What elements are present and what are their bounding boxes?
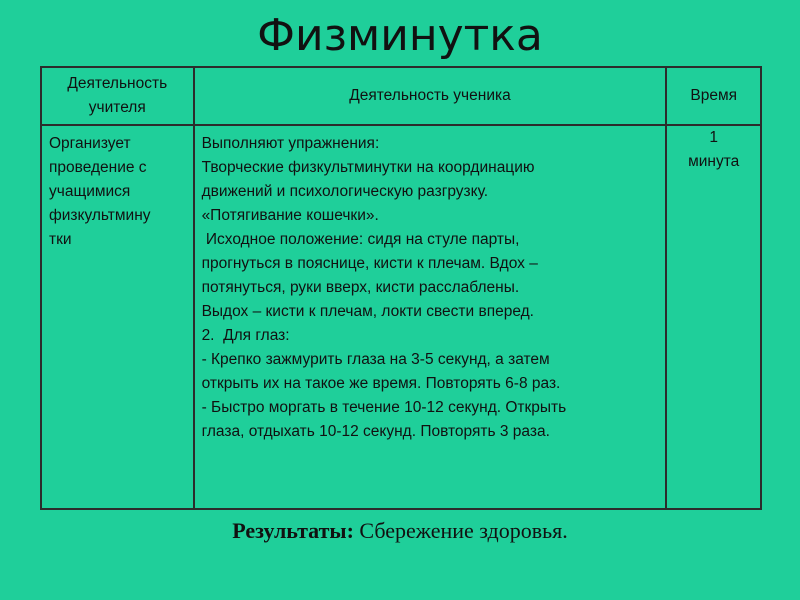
- student-line: Выполняют упражнения:: [201, 135, 380, 152]
- student-line: Исходное положение: сидя на стуле парты,: [201, 231, 520, 248]
- time-unit: минута: [688, 153, 740, 170]
- student-activity-cell: [194, 125, 667, 509]
- slide-title: Физминутка: [257, 10, 543, 61]
- student-line: потянуться, руки вверх, кисти расслаблены.: [201, 279, 520, 296]
- table-header-row: [41, 67, 761, 125]
- student-line: 2. Для глаз:: [201, 327, 290, 344]
- student-line: прогнуться в пояснице, кисти к плечам. Вдох –: [201, 255, 538, 272]
- student-line: Выдох – кисти к плечам, локти свести вперед.: [201, 303, 534, 320]
- teacher-activity-cell: [41, 125, 194, 509]
- teacher-line: проведение с: [49, 159, 147, 176]
- student-line: движений и психологическую разгрузку.: [201, 183, 489, 200]
- activity-table: [40, 66, 762, 510]
- student-line: открыть их на такое же время. Повторять 6-8 раз.: [201, 375, 561, 392]
- time-value: 1: [709, 129, 719, 146]
- student-line: глаза, отдыхать 10-12 секунд. Повторять 3 раза.: [201, 423, 550, 440]
- student-line: - Крепко зажмурить глаза на 3-5 секунд, а затем: [201, 351, 550, 368]
- teacher-line: физкультмину: [49, 207, 151, 224]
- results-text: Сбережение здоровья.: [359, 518, 568, 543]
- time-cell: [666, 125, 761, 509]
- header-student-activity: Деятельность ученика: [194, 67, 667, 125]
- student-line: «Потягивание кошечки».: [201, 207, 379, 224]
- teacher-line: тки: [49, 231, 72, 248]
- teacher-line: Организует: [49, 135, 131, 152]
- student-line: - Быстро моргать в течение 10-12 секунд. Открыть: [201, 399, 567, 416]
- student-line: Творческие физкультминутки на координацию: [201, 159, 535, 176]
- results-line: [0, 516, 800, 546]
- table-row: [41, 125, 761, 509]
- header-teacher-activity: Деятельность учителя: [41, 67, 194, 125]
- header-time: Время: [666, 67, 761, 125]
- results-label: Результаты:: [232, 518, 354, 543]
- teacher-line: учащимися: [49, 183, 131, 200]
